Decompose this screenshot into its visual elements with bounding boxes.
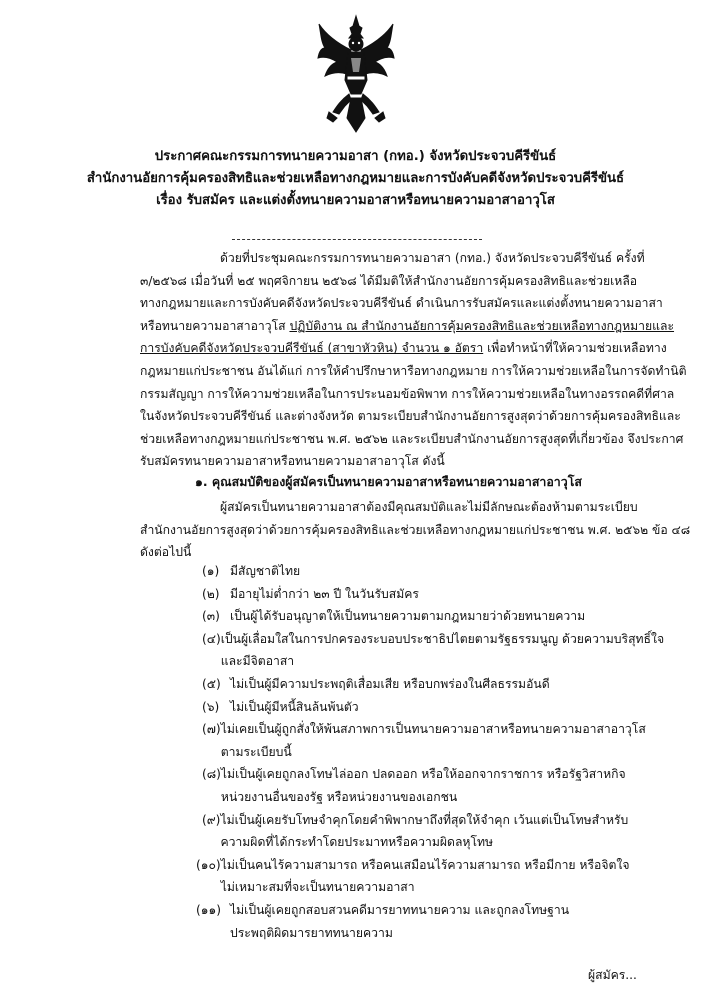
qualification-number: (๕): [202, 676, 221, 691]
announcement-header: [0, 146, 711, 212]
qualification-text-cont: ความผิดที่ได้กระทำโดยประมาทหรือความผิดลหุโทษ: [220, 835, 494, 850]
header-title: ประกาศคณะกรรมการทนายความอาสา (กทอ.) จังหวัดประจวบคีรีขันธ์: [154, 149, 557, 164]
qualification-text-wrap: [230, 696, 359, 719]
intro-line: รับสมัครทนายความอาสาหรือทนายความอาสาอาวุโส ดังนี้: [140, 454, 445, 469]
qualification-text-wrap: [230, 583, 419, 606]
qualification-text: ไม่เป็นผู้เคยถูกสอบสวนคดีมารยาททนายความ และถูกลงโทษฐาน: [230, 902, 570, 917]
intro-line: กฎหมายแก่ประชาชน อันได้แก่ การให้คำปรึกษาหารือทางกฎหมาย การให้ความช่วยเหลือในการจัดทำนิติ: [140, 363, 687, 378]
intro-line: ทางกฎหมายและการบังคับคดีจังหวัดประจวบคีรีขันธ์ ดำเนินการรับสมัครและแต่งตั้งทนายความอาสา: [140, 296, 663, 311]
qualification-text-cont: ตามระเบียบนี้: [220, 744, 292, 759]
qualification-text: ไม่เป็นผู้เคยถูกลงโทษไล่ออก ปลดออก หรือให้ออกจากราชการ หรือรัฐวิสาหกิจ: [220, 767, 626, 782]
qualification-item: [196, 899, 622, 944]
qualification-text-wrap: [221, 854, 630, 899]
work-location-text: การบังคับคดีจังหวัดประจวบคีรีขันธ์ (สาขาหัวหิน) จำนวน ๑ อัตรา: [140, 341, 484, 356]
qualification-text-wrap: [221, 628, 664, 673]
qualification-list: [196, 560, 665, 944]
qualification-number: (๙): [202, 812, 221, 827]
section-1-title: ๑. คุณสมบัติของผู้สมัครเป็นทนายความอาสาหรือทนายความอาสาอาวุโส: [195, 474, 582, 489]
header-divider: [232, 239, 482, 240]
intro-line: ๓/๒๕๖๘ เมื่อวันที่ ๒๕ พฤศจิกายน ๒๕๖๘ ได้มีมติให้สำนักงานอัยการคุ้มครองสิทธิและช่วยเหลือ: [140, 273, 638, 288]
qualification-text: เป็นผู้เลื่อมใสในการปกครองระบอบประชาธิปไตยตามรัฐธรรมนูญ ด้วยความบริสุทธิ์ใจ: [220, 631, 665, 646]
qualification-text-wrap: [230, 899, 569, 944]
section-1-paragraph: [140, 496, 691, 564]
qualification-number: (๘): [202, 767, 221, 782]
qualification-text: มีอายุไม่ต่ำกว่า ๒๓ ปี ในวันรับสมัคร: [230, 586, 419, 601]
qualification-text-wrap: [220, 809, 628, 854]
qualification-text: เป็นผู้ได้รับอนุญาตให้เป็นทนายความตามกฎหมายว่าด้วยทนายความ: [230, 609, 586, 624]
qualification-text: มีสัญชาติไทย: [230, 564, 301, 578]
qualification-text-cont: ไม่เหมาะสมที่จะเป็นทนายความอาสา: [220, 880, 415, 895]
qualification-number: (๔): [202, 631, 221, 646]
qualification-text: ไม่เป็นผู้มีหนี้สินล้นพ้นตัว: [230, 699, 359, 714]
qualification-item: [202, 583, 622, 606]
qualification-text-wrap: [230, 673, 550, 696]
qualification-text: ไม่เป็นผู้มีความประพฤติเสื่อมเสีย หรือบกพร่องในศีลธรรมอันดี: [230, 676, 550, 691]
intro-text: เพื่อทำหน้าที่ให้ความช่วยเหลือทาง: [483, 341, 667, 356]
section-1-line: ผู้สมัครเป็นทนายความอาสาต้องมีคุณสมบัติและไม่มีลักษณะต้องห้ามตามระเบียบ: [220, 500, 638, 514]
qualification-text-cont: ประพฤติผิดมารยาททนายความ: [230, 925, 393, 940]
qualification-text-wrap: [230, 605, 585, 628]
qualification-text-wrap: [221, 763, 626, 808]
qualification-item: [202, 718, 646, 763]
qualification-text: ไม่เป็นคนไร้ความสามารถ หรือคนเสมือนไร้ความสามารถ หรือมีกาย หรือจิตใจ: [220, 857, 630, 872]
qualification-text: ไม่เคยเป็นผู้ถูกสั่งให้พ้นสภาพการเป็นทนายความอาสาหรือทนายความอาสาอาวุโส: [220, 722, 646, 737]
section-1-line: สำนักงานอัยการสูงสุดว่าด้วยการคุ้มครองสิทธิและช่วยเหลือทางกฎหมายแก่ประชาชน พ.ศ. ๒๕๖๒ ข้อ ๔๘: [140, 522, 691, 537]
page-continuation: ผู้สมัคร...: [588, 968, 637, 982]
qualification-number: (๗): [202, 722, 221, 737]
qualification-text-wrap: [230, 560, 300, 583]
qualification-item: [196, 854, 630, 899]
qualification-text-cont: และมีจิตอาสา: [220, 654, 295, 669]
garuda-emblem-icon: [315, 14, 397, 136]
qualification-number: (๓): [202, 609, 220, 624]
intro-paragraph: [140, 247, 687, 473]
qualification-text-cont: หน่วยงานอื่นของรัฐ หรือหน่วยงานของเอกชน: [220, 789, 458, 804]
qualification-item: [202, 628, 665, 673]
qualification-number: (๒): [202, 586, 220, 601]
header-office: สำนักงานอัยการคุ้มครองสิทธิและช่วยเหลือทางกฎหมายและการบังคับคดีจังหวัดประจวบคีรีขันธ์: [86, 171, 625, 186]
intro-line: ด้วยที่ประชุมคณะกรรมการทนายความอาสา (กทอ.) จังหวัดประจวบคีรีขันธ์ ครั้งที่: [220, 251, 645, 265]
qualification-item: [202, 696, 622, 719]
qualification-item: [202, 605, 622, 628]
qualification-text: ไม่เป็นผู้เคยรับโทษจำคุกโดยคำพิพากษาถึงที่สุดให้จำคุก เว้นแต่เป็นโทษสำหรับ: [220, 812, 629, 827]
intro-line: ในจังหวัดประจวบคีรีขันธ์ และต่างจังหวัด ตามระเบียบสำนักงานอัยการสูงสุดว่าด้วยการคุ้มครองสิทธิและ: [140, 409, 681, 424]
qualification-number: (๑): [202, 564, 220, 578]
qualification-text-wrap: [221, 718, 646, 763]
header-subject: เรื่อง รับสมัคร และแต่งตั้งทนายความอาสาหรือทนายความอาสาอาวุโส: [156, 193, 555, 208]
intro-line: กรรมสัญญา การให้ความช่วยเหลือในการประนอมข้อพิพาท การให้ความช่วยเหลือในทางอรรถคดีที่ศาล: [140, 386, 675, 401]
work-location-text: ปฏิบัติงาน ณ สำนักงานอัยการคุ้มครองสิทธิและช่วยเหลือทางกฎหมายและ: [289, 318, 675, 333]
intro-text: หรือทนายความอาสาอาวุโส: [140, 318, 290, 333]
intro-line: [140, 337, 667, 360]
intro-line: [140, 315, 675, 338]
qualification-item: [202, 809, 629, 854]
qualification-number: (๖): [202, 699, 220, 714]
section-1-line: ดังต่อไปนี้: [140, 545, 192, 560]
qualification-item: [202, 560, 622, 583]
qualification-item: [202, 673, 622, 696]
qualification-number: (๑๐): [196, 857, 221, 872]
intro-line: ช่วยเหลือทางกฎหมายแก่ประชาชน พ.ศ. ๒๕๖๒ และระเบียบสำนักงานอัยการสูงสุดที่เกี่ยวข้อง จึงประกาศ: [140, 431, 684, 446]
qualification-number: (๑๑): [196, 902, 221, 917]
qualification-item: [202, 763, 626, 808]
